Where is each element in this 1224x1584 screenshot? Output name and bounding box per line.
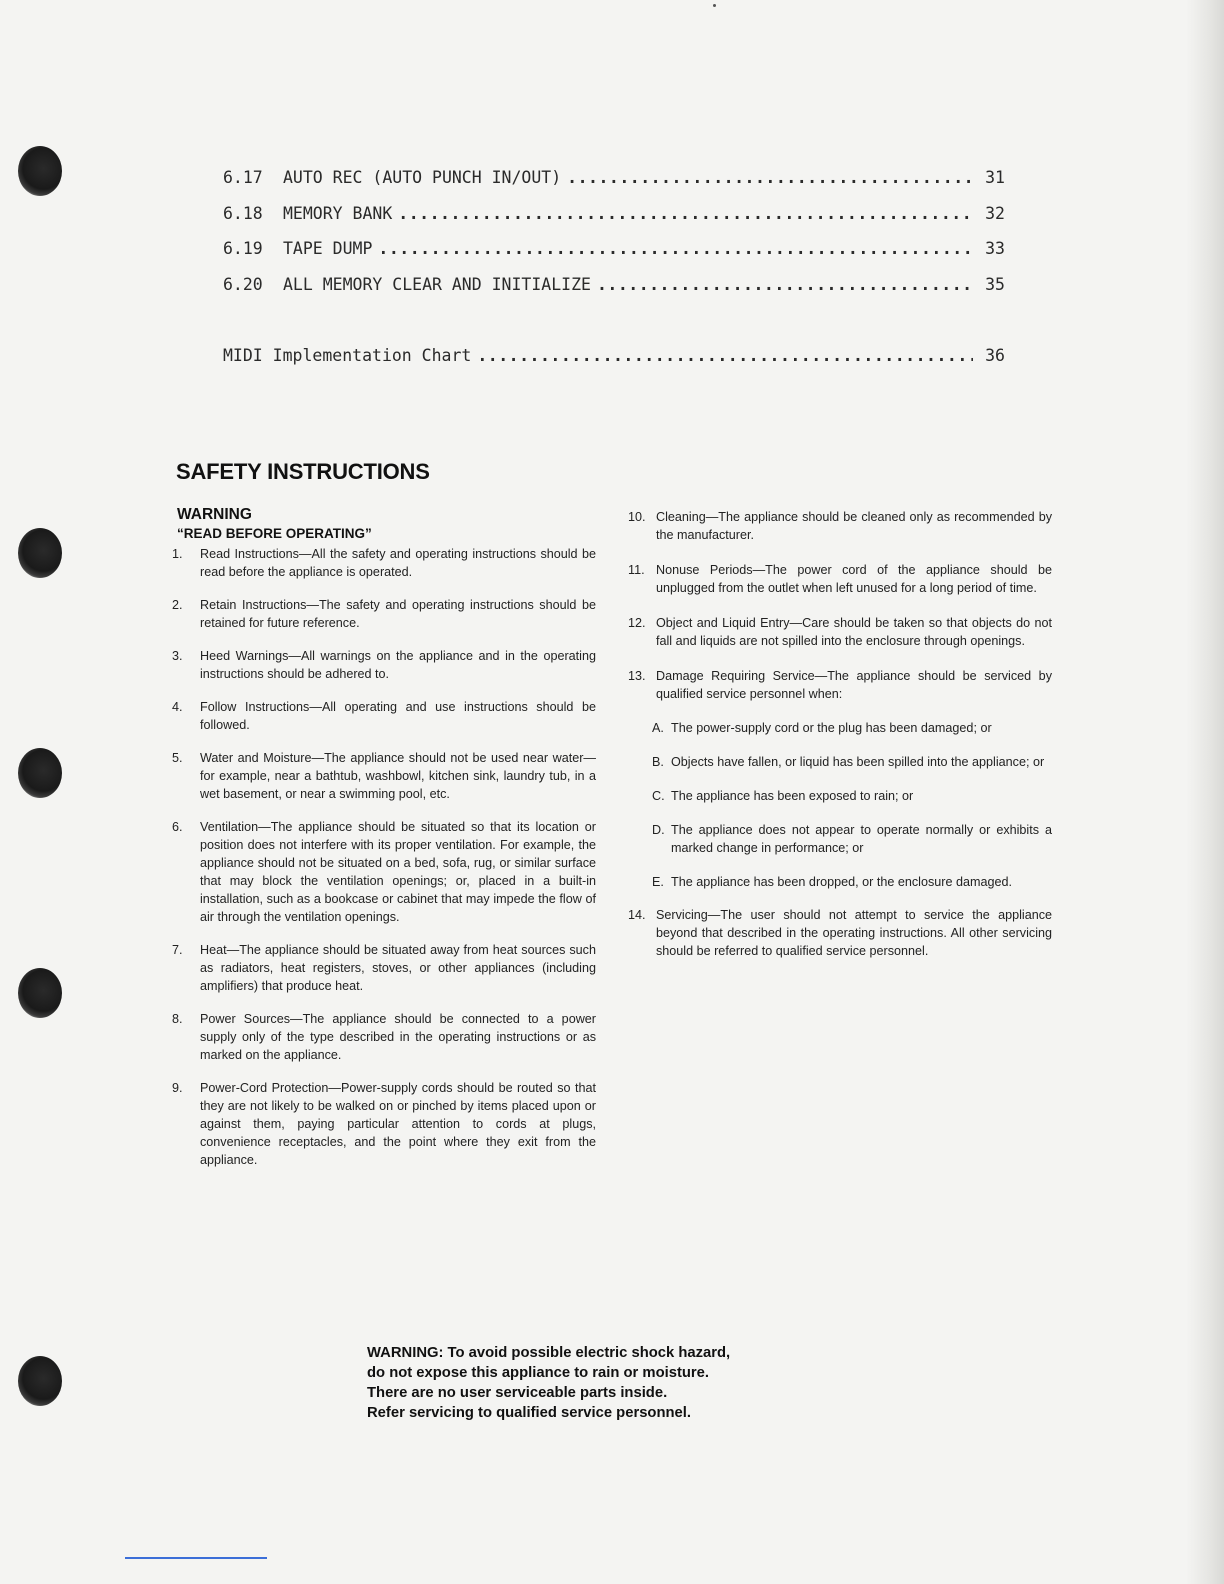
scan-speck — [713, 4, 716, 7]
toc-number: 6.17 — [223, 168, 263, 187]
toc-number: 6.19 — [223, 239, 263, 258]
toc-leader-dots — [567, 168, 973, 187]
item-text: Heat—The appliance should be situated away from heat sources such as radiators, heat registers, stoves, or other appliances (including amplifiers) that produce heat. — [200, 943, 596, 993]
toc-entry — [223, 168, 1005, 192]
service-condition — [652, 873, 1052, 891]
warning-line: Refer servicing to qualified service personnel. — [367, 1405, 691, 1421]
toc-title: AUTO REC (AUTO PUNCH IN/OUT) — [283, 168, 562, 187]
safety-item — [172, 818, 596, 926]
condition-letter: D. — [652, 823, 665, 837]
item-text: Servicing—The user should not attempt to service the appliance beyond that described in the operating instructions. All other servicing should be referred to qualified service personnel. — [656, 908, 1052, 958]
item-text: Water and Moisture—The appliance should not be used near water—for example, near a bathtub, washbowl, kitchen sink, laundry tub, in a wet basement, or near a swimming pool, etc. — [200, 751, 596, 801]
toc-entry-midi-chart — [223, 346, 1005, 370]
safety-item — [628, 906, 1052, 960]
footer-rule — [125, 1557, 267, 1559]
safety-item — [172, 545, 596, 581]
item-number: 6. — [172, 820, 183, 834]
toc-leader-dots — [378, 239, 973, 258]
binder-hole-1 — [18, 146, 62, 196]
binder-hole-4 — [18, 968, 62, 1018]
toc-number: 6.18 — [223, 204, 263, 223]
safety-item — [628, 508, 1052, 544]
condition-letter: C. — [652, 789, 665, 803]
safety-item — [628, 561, 1052, 597]
safety-item — [628, 667, 1052, 703]
toc-entry — [223, 275, 1005, 299]
toc-page: 32 — [985, 204, 1005, 223]
service-condition — [652, 821, 1052, 857]
toc-entry — [223, 239, 1005, 263]
safety-item — [172, 749, 596, 803]
item-number: 7. — [172, 943, 183, 957]
toc-title: MEMORY BANK — [283, 204, 393, 223]
toc-page: 36 — [985, 346, 1005, 365]
item-number: 2. — [172, 598, 183, 612]
warning-heading: WARNING — [177, 506, 252, 523]
condition-text: The power-supply cord or the plug has been damaged; or — [671, 721, 992, 735]
toc-title: MIDI Implementation Chart — [223, 346, 472, 365]
warning-subheading: “READ BEFORE OPERATING” — [177, 526, 372, 541]
item-text: Nonuse Periods—The power cord of the appliance should be unplugged from the outlet when left unused for a long period of time. — [656, 563, 1052, 595]
toc-entry — [223, 204, 1005, 228]
item-text: Power-Cord Protection—Power-supply cords should be routed so that they are not likely to be walked on or pinched by items placed upon or against them, paying particular attention to cords at plugs, convenience receptacles, and the point where they exit from the appliance. — [200, 1081, 596, 1167]
safety-instructions-title: SAFETY INSTRUCTIONS — [176, 459, 430, 484]
toc-page: 33 — [985, 239, 1005, 258]
item-number: 5. — [172, 751, 183, 765]
toc-leader-dots — [398, 204, 973, 223]
safety-item — [628, 614, 1052, 650]
service-condition — [652, 753, 1052, 771]
service-condition — [652, 719, 1052, 737]
item-number: 9. — [172, 1081, 183, 1095]
item-text: Follow Instructions—All operating and use instructions should be followed. — [200, 700, 596, 732]
condition-letter: B. — [652, 755, 664, 769]
condition-text: The appliance has been exposed to rain; or — [671, 789, 914, 803]
condition-text: The appliance does not appear to operate normally or exhibits a marked change in performance; or — [671, 823, 1052, 855]
safety-item — [172, 1079, 596, 1169]
binder-hole-3 — [18, 748, 62, 798]
item-text: Damage Requiring Service—The appliance should be serviced by qualified service personnel when: — [656, 669, 1052, 701]
binder-hole-5 — [18, 1356, 62, 1406]
condition-letter: E. — [652, 875, 664, 889]
toc-leader-dots — [477, 346, 973, 365]
item-text: Ventilation—The appliance should be situated so that its location or position does not interfere with its proper ventilation. For example, the appliance should not be situated on a bed, sofa, rug, or similar surface that may block the ventilation openings; or, placed in a built-in installation, such as a bookcase or cabinet that may impede the flow of air through the ventilation openings. — [200, 820, 596, 924]
page-edge-shadow — [1186, 0, 1224, 1584]
item-text: Heed Warnings—All warnings on the appliance and in the operating instructions should be adhered to. — [200, 649, 596, 681]
safety-item — [172, 1010, 596, 1064]
toc-page: 31 — [985, 168, 1005, 187]
binder-hole-2 — [18, 528, 62, 578]
toc-title: ALL MEMORY CLEAR AND INITIALIZE — [283, 275, 591, 294]
item-text: Retain Instructions—The safety and operating instructions should be retained for future reference. — [200, 598, 596, 630]
condition-text: The appliance has been dropped, or the enclosure damaged. — [671, 875, 1012, 889]
service-condition — [652, 787, 1052, 805]
item-number: 12. — [628, 616, 646, 630]
condition-text: Objects have fallen, or liquid has been spilled into the appliance; or — [671, 755, 1045, 769]
toc-leader-dots — [597, 275, 973, 294]
item-text: Object and Liquid Entry—Care should be taken so that objects do not fall and liquids are not spilled into the enclosure through openings. — [656, 616, 1052, 648]
safety-item — [172, 596, 596, 632]
item-number: 14. — [628, 908, 646, 922]
item-number: 8. — [172, 1012, 183, 1026]
toc-page: 35 — [985, 275, 1005, 294]
item-number: 3. — [172, 649, 183, 663]
safety-column-right — [628, 508, 1052, 960]
item-text: Read Instructions—All the safety and operating instructions should be read before the appliance is operated. — [200, 547, 596, 579]
safety-column-left — [172, 505, 596, 1169]
electric-shock-warning — [367, 1343, 827, 1423]
safety-item — [172, 698, 596, 734]
item-number: 4. — [172, 700, 183, 714]
toc-title: TAPE DUMP — [283, 239, 373, 258]
warning-line: There are no user serviceable parts inside. — [367, 1385, 668, 1401]
toc-number: 6.20 — [223, 275, 263, 294]
item-number: 11. — [628, 563, 645, 577]
item-number: 13. — [628, 669, 646, 683]
item-text: Power Sources—The appliance should be connected to a power supply only of the type described in the operating instructions or as marked on the appliance. — [200, 1012, 596, 1062]
item-number: 1. — [172, 547, 183, 561]
condition-letter: A. — [652, 721, 664, 735]
safety-item — [172, 647, 596, 683]
item-number: 10. — [628, 510, 646, 524]
item-text: Cleaning—The appliance should be cleaned only as recommended by the manufacturer. — [656, 510, 1052, 542]
safety-item — [172, 941, 596, 995]
warning-line: do not expose this appliance to rain or moisture. — [367, 1365, 710, 1381]
warning-line: WARNING: To avoid possible electric shock hazard, — [367, 1345, 731, 1361]
